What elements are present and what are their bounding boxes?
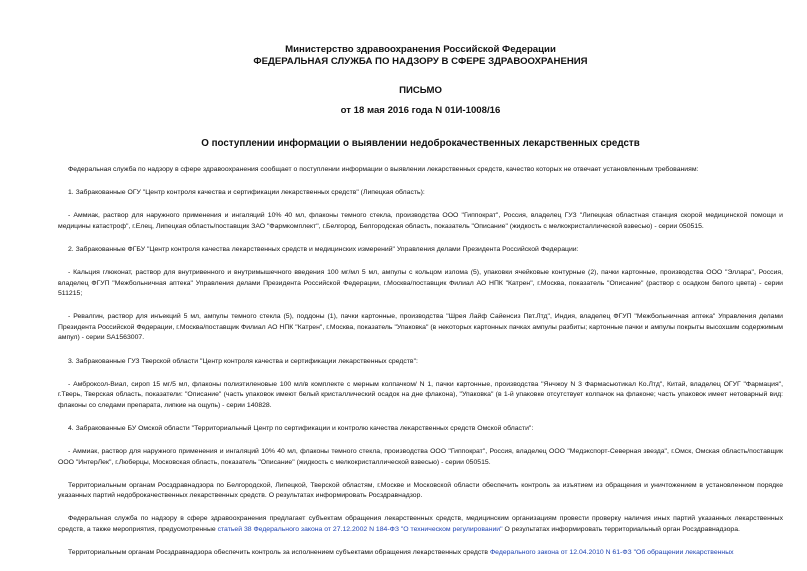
ministry-name: Министерство здравоохранения Российской Федерации xyxy=(285,44,556,55)
paragraph-item-4: 4. Забракованные БУ Омской области "Территориальный Центр по сертификации и контролю качества лекарственных средств Омской области": xyxy=(68,424,534,432)
paragraph-item-3: 3. Забракованные ГУЗ Тверской области "Центр контроля качества и сертификации лекарственных средств": xyxy=(68,357,418,365)
proposal-text-start: Федеральная служба по надзору в сфере здравоохранения предлагает субъектам обращения лекарственных средств, медицинским организациям провести проверку наличия иных партий указанных лекарственных средств, а также мероприятия, предусмотренные xyxy=(58,515,783,533)
document-body xyxy=(58,165,783,559)
paragraph-item-2b: - Ревалгин, раствор для инъекций 5 мл, ампулы темного стекла (5), поддоны (1), пачки картонные, производства "Шрея Лайф Сайенсиз Пвт.Лтд", Индия, владелец ФГУП "Межбольничная аптека" Управления делами Президента Российской Федерации, г.Москва/поставщик Филиал АО НПК "Катрен", г.Москва, показатель "Упаковка" (в некоторых картонных пачках ампулы разбиты; картонные пачки и ампулы покрыты высохшим содержимым ампул) - серии SA1563007. xyxy=(58,313,783,342)
paragraph-item-2a: - Кальция глюконат, раствор для внутривенного и внутримышечного введения 100 мг/мл 5 мл, ампулы с кольцом излома (5), упаковки ячейковые контурные (2), пачки картонные, производства ООО "Эллара", Россия, владелец ФГУП "Межбольничная аптека" Управления делами Президента Российской Федерации, г.Москва/поставщик Филиал АО НПК "Катрен", г.Москва, показатель "Описание" (раствор с осадком белого цвета) - серии 511215; xyxy=(58,268,783,298)
control-text-start: Территориальным органам Росздравнадзора обеспечить контроль за исполнением субъектами обращения лекарственных средств xyxy=(68,549,490,557)
paragraph-item-4a: - Аммиак, раствор для наружного применения и ингаляций 10% 40 мл, флаконы темного стекла, производства ООО "Гиппократ", Россия, владелец ООО "Медэкспорт-Северная звезда", г.Омск, Омская область/поставщик ООО "ИнтерЛек", г.Люберцы, Московская область, показатель "Описание" (жидкость с мелкокристаллической взвесью) - серии 050515. xyxy=(58,448,783,466)
service-name: ФЕДЕРАЛЬНАЯ СЛУЖБА ПО НАДЗОРУ В СФЕРЕ ЗДРАВООХРАНЕНИЯ xyxy=(253,56,588,67)
document-header xyxy=(58,0,783,150)
document-subject: О поступлении информации о выявлении недоброкачественных лекарственных средств xyxy=(201,138,640,149)
paragraph-item-2: 2. Забракованные ФГБУ "Центр контроля качества лекарственных средств и медицинских измерений" Управления делами Президента Российской Федерации: xyxy=(68,245,579,253)
paragraph-intro: Федеральная служба по надзору в сфере здравоохранения сообщает о поступлении информации о выявлении лекарственных средств, качество которых не отвечает установленным требованиям: xyxy=(68,166,699,173)
document-number: от 18 мая 2016 года N 01И-1008/16 xyxy=(340,105,501,116)
paragraph-item-3a: - Амброксол-Виал, сироп 15 мг/5 мл, флаконы полиэтиленовые 100 мл/в комплекте с мерным колпачком/ N 1, пачки картонные, производства "Янчжоу N 3 Фармасьютикал Ко.Лтд", Китай, владелец ОГУГ "Фармация", г.Тверь, Тверская область, показатели: "Описание" (часть упаковок имеют белый кристаллический осадок на дне флакона), "Упаковка" (в 1-й упаковке отсутствует колпачок на флаконе; часть упаковок имеет нетоварный вид: флаконы со следами препарата, липкие на ощупь) - серии 140828. xyxy=(58,380,783,409)
paragraph-instruction: Территориальным органам Росздравнадзора по Белгородской, Липецкой, Тверской областям, г.Москве и Московской области обеспечить контроль за изъятием из обращения и уничтожением в установленном порядке указанных партий недоброкачественных лекарственных средств. О результатах информировать Росздравнадзор. xyxy=(58,481,783,500)
paragraph-item-1: 1. Забракованные ОГУ "Центр контроля качества и сертификации лекарственных средств" (Липецкая область): xyxy=(68,189,425,197)
paragraph-item-1a: - Аммиак, раствор для наружного применения и ингаляций 10% 40 мл, флаконы темного стекла, производства ООО "Гиппократ", Россия, владелец ГУЗ "Липецкая областная станция скорой медицинской помощи и медицины катастроф", г.Елец, Липецкая область/поставщик ЗАО "Фармкомплект", г.Белгород, Белгородская область, показатель "Описание" (жидкость с мелкокристаллической взвесью) - серии 050515. xyxy=(58,212,783,230)
paragraph-proposal xyxy=(58,514,783,535)
paragraph-control xyxy=(58,548,783,559)
proposal-text-end: О результатах информировать территориальный орган Росздравнадзора. xyxy=(502,525,740,533)
document-type: ПИСЬМО xyxy=(399,85,442,96)
link-law-184-fz[interactable]: статьей 38 Федерального закона от 27.12.2002 N 184-ФЗ "О техническом регулировании" xyxy=(217,525,503,533)
link-law-61-fz[interactable]: Федерального закона от 12.04.2010 N 61-ФЗ "Об обращении лекарственных xyxy=(489,549,734,557)
